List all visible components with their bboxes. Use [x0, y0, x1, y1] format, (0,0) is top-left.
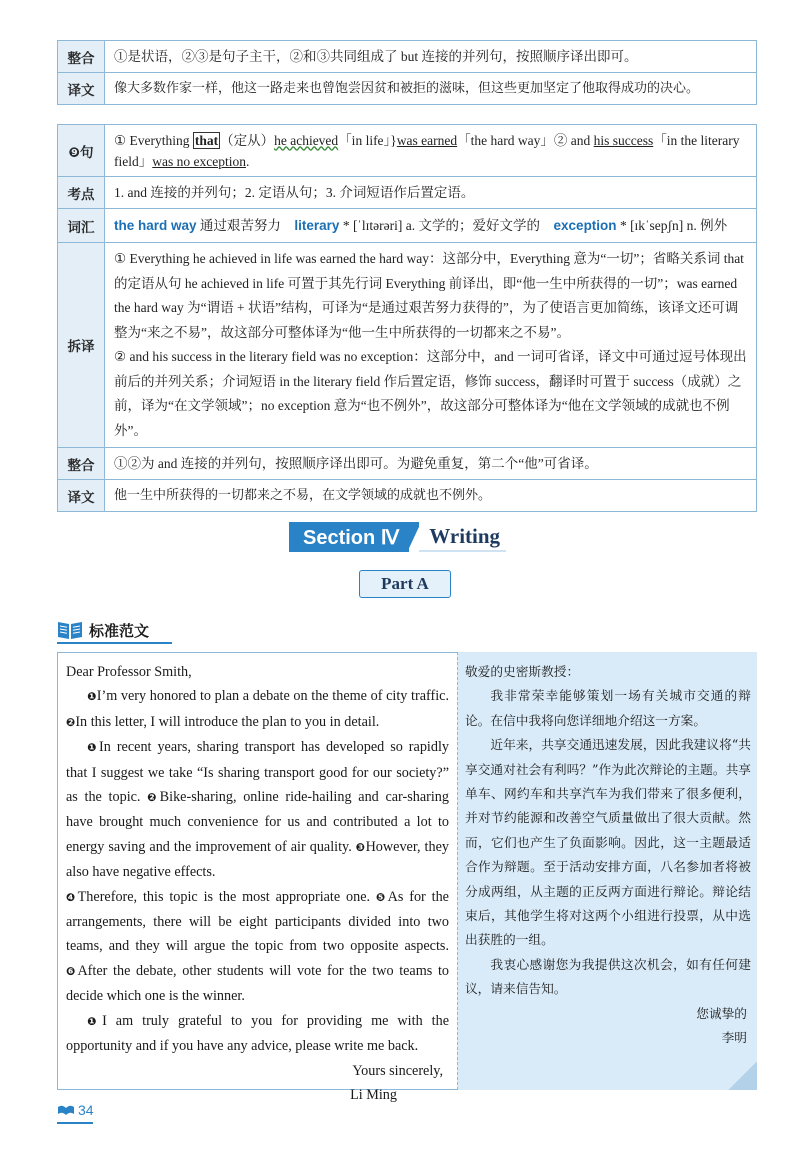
letter-paragraph — [66, 684, 449, 735]
row-label: 拆译 — [58, 243, 105, 448]
heading-underline — [57, 642, 172, 644]
salutation: Dear Professor Smith, — [66, 664, 192, 680]
book-small-icon — [57, 1104, 75, 1116]
sentence-number: ❷ — [66, 715, 76, 729]
signature: Li Ming — [350, 1086, 397, 1103]
letter-paragraph: 我衷心感谢您为我提供这次机会，如有任何建议，请来信告知。 — [465, 956, 751, 997]
letter-paragraph — [66, 885, 449, 1009]
table-row — [58, 73, 757, 105]
sentence-number: ❶ — [87, 690, 97, 704]
row-label: 整合 — [58, 41, 105, 73]
letter-paragraph: 近年来，共享交通迅速发展，因此我建议将“共享交通对社会有利吗？”作为此次辩论的主题。共享单车、网约车和共享汽车为我们带来了很多便利，并对节约能源和改善空气质量做出了很大贡献。然而，它们也产生了负面影响。因此，这一主题最适合作为辩题。至于活动安排方面，八名参加者将被分成两组，从主题的正反两方面进行辩论。辩论结束后，其他学生将对这两个小组进行投票，从中选出获胜的一组。 — [465, 737, 751, 948]
sentence-text: As for the arrangements, there will be eight participants divided into two teams, and they will argue the topic from two opposite aspects. — [66, 888, 449, 955]
sentence-text: I am truly grateful to you for providing me with the opportunity and if you have any advice, please write me back. — [66, 1012, 449, 1055]
row-content: ①②为 and 连接的并列句，按照顺序译出即可。为避免重复，第二个“他”可省译。 — [105, 448, 757, 480]
row-label: 考点 — [58, 177, 105, 209]
predicate-was-earned: was earned — [396, 132, 458, 148]
vocab-word: exception — [553, 218, 617, 233]
row-label: 译文 — [58, 73, 105, 105]
closing: 您诚挚的 — [696, 1005, 747, 1021]
row-content: ①是状语，②③是句子主干，②和③共同组成了 but 连接的并列句，按照顺序译出即可。 — [105, 41, 757, 73]
chinese-letter — [465, 660, 751, 1051]
analysis-table-sentence-9 — [57, 124, 757, 512]
vocab-def: * [ˈlɪtərəri] a. 文学的；爱好文学的 — [339, 218, 541, 233]
model-essay-heading — [57, 618, 149, 642]
sentence-text: Bike-sharing, online ride-hailing and car-sharing have brought much convenience for us and contributed a lot to energy saving and the improvement of air quality. — [66, 789, 449, 855]
table-row — [58, 209, 757, 243]
section-divider — [409, 522, 419, 552]
table-row — [58, 243, 757, 448]
predicate-was-no-exception: was no exception — [152, 153, 246, 169]
sentence-label: ❾句 — [58, 125, 105, 177]
part-label: Part A — [359, 570, 451, 598]
table-row — [58, 41, 757, 73]
page-number-text: 34 — [78, 1102, 94, 1118]
section-title: Writing — [419, 522, 506, 552]
letter-paragraph: 我非常荣幸能够策划一场有关城市交通的辩论。在信中我将向您详细地介绍这一方案。 — [465, 688, 751, 728]
analysis-table-top — [57, 40, 757, 105]
vocab-def: * [ɪkˈsepʃn] n. 例外 — [616, 218, 728, 233]
subject-he: he achieved — [274, 132, 339, 148]
row-content: 像大多数作家一样，他这一路走来也曾饱尝因贫和被拒的滋味，但这些更加坚定了他取得成功的决心。 — [105, 73, 757, 105]
subject-his-success: his success — [593, 132, 654, 148]
split-para-2: ② and his success in the literary field was no exception：这部分中，and 一词可省译，译文中可通过逗号体现出前后的并列关系；介词短语 in the literary field 作后置定语，修饰 success，翻译时可置于 success（成就）之前，译为“在文学领域”；no exception 意为“也不例外”，故这部分可整体译为“他在文学领域的成就也不例外”。 — [114, 349, 747, 438]
split-translation — [105, 243, 757, 448]
closing: Yours sincerely, — [352, 1062, 443, 1079]
sentence-text: Therefore, this topic is the most appropriate one. — [77, 888, 376, 905]
sentence-number: ❺ — [375, 890, 388, 904]
sentence-part: 「in life」} — [338, 132, 397, 148]
vocab-word: the hard way — [114, 218, 197, 233]
vocab-def: 通过艰苦努力 — [196, 218, 281, 233]
sentence-part: . — [245, 153, 250, 169]
page-number-underline — [57, 1122, 93, 1124]
sentence-part: （定从） — [220, 132, 275, 148]
sentence-text: In recent years, sharing transport has developed so rapidly that I suggest we take “Is sharing transport good for our society?” as the topic. — [66, 739, 449, 806]
row-label: 整合 — [58, 448, 105, 480]
section-heading — [289, 522, 506, 552]
signature: 李明 — [721, 1030, 747, 1046]
sentence-text: After the debate, other students will vote for the two teams to decide which one is the winner. — [66, 962, 449, 1005]
row-label: 词汇 — [58, 209, 105, 243]
relative-pronoun-box: that — [194, 132, 219, 148]
row-label: 译文 — [58, 480, 105, 512]
page-number — [57, 1102, 94, 1118]
sentence-number: ❷ — [147, 791, 160, 805]
sentence-part: 「the hard way」② and — [457, 132, 594, 148]
model-essay-title: 标准范文 — [89, 621, 150, 640]
section-number: Section Ⅳ — [289, 522, 409, 552]
table-row — [58, 125, 757, 177]
vocabulary-content — [105, 209, 757, 243]
sentence-text: I’m very honored to plan a debate on the theme of city traffic. — [96, 688, 449, 705]
sentence-text: However, they also have negative effects. — [66, 838, 449, 881]
sentence-number: ❸ — [355, 840, 366, 854]
table-row — [58, 448, 757, 480]
letter-paragraph — [66, 1009, 449, 1059]
sentence-part: 「in the literary field」 — [114, 132, 740, 169]
sentence-text: In this letter, I will introduce the plan to you in detail. — [75, 713, 380, 730]
row-content: 1. and 连接的并列句；2. 定语从句；3. 介词短语作后置定语。 — [105, 177, 757, 209]
split-para-1: ① Everything he achieved in life was earned the hard way：这部分中，Everything 意为“一切”；省略关系词 that 的定语从句 he achieved in life 可置于其先行词 Everything 前译出，即“他一生中所获得的一切”；was earned the hard way 为“谓语 + 状语”结构，可译为“是通过艰苦努力获得的”，为了使语言更加简练，该译文还可调整为“来之不易”，故这部分可整体译为“他一生中所获得的一切都来之不易”。 — [114, 251, 744, 340]
sentence-number: ❻ — [66, 964, 78, 978]
row-content: 他一生中所获得的一切都来之不易，在文学领域的成就也不例外。 — [105, 480, 757, 512]
vocab-word: literary — [294, 218, 340, 233]
sentence-part: ① Everything — [114, 132, 193, 148]
sentence-number: ❶ — [87, 1014, 103, 1028]
book-icon — [57, 619, 83, 641]
table-row — [58, 177, 757, 209]
salutation: 敬爱的史密斯教授： — [465, 664, 580, 679]
english-letter — [66, 660, 449, 1107]
sentence-content — [105, 125, 757, 177]
letter-paragraph — [66, 735, 449, 884]
table-row — [58, 480, 757, 512]
sentence-number: ❹ — [66, 890, 78, 904]
page-fold-corner — [727, 1062, 757, 1090]
sentence-number: ❶ — [87, 741, 100, 755]
